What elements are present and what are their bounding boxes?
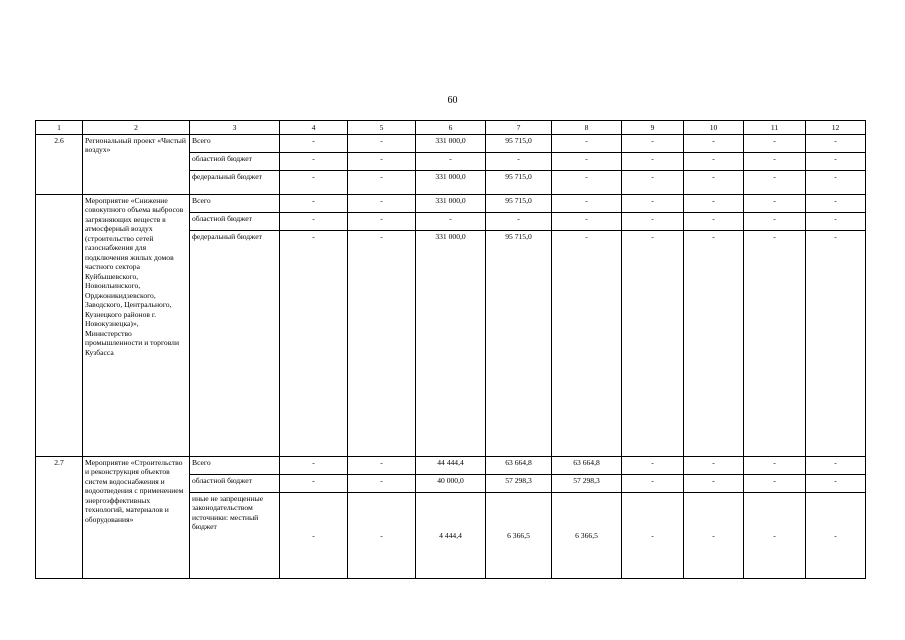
item-number: 2.6 (36, 135, 83, 195)
value-cell: - (348, 135, 416, 153)
value-cell: - (622, 135, 684, 153)
value-cell: - (622, 457, 684, 475)
value-cell: - (684, 475, 744, 493)
value-cell: 57 298,3 (486, 475, 552, 493)
value-cell: 6 366,5 (552, 493, 622, 579)
value-cell: - (622, 475, 684, 493)
value-cell: - (744, 153, 806, 171)
table-row (36, 195, 866, 213)
funding-source: Всего (190, 457, 280, 475)
value-cell: - (280, 475, 348, 493)
value-cell: 44 444,4 (416, 457, 486, 475)
value-cell: - (348, 457, 416, 475)
value-cell: - (280, 231, 348, 457)
item-number: 2.7 (36, 457, 83, 579)
item-name: Региональный проект «Чистый воздух» (83, 135, 190, 195)
value-cell: - (486, 153, 552, 171)
value-cell: - (744, 171, 806, 195)
value-cell: - (806, 213, 866, 231)
value-cell: - (622, 493, 684, 579)
value-cell: - (684, 153, 744, 171)
header-cell: 8 (552, 121, 622, 135)
table-row (36, 135, 866, 153)
value-cell: - (806, 171, 866, 195)
header-row (36, 121, 866, 135)
funding-source: областной бюджет (190, 153, 280, 171)
value-cell: - (684, 457, 744, 475)
value-cell: - (280, 135, 348, 153)
value-cell: - (280, 213, 348, 231)
header-cell: 4 (280, 121, 348, 135)
value-cell: - (744, 457, 806, 475)
value-cell: - (684, 195, 744, 213)
header-cell: 12 (806, 121, 866, 135)
header-cell: 10 (684, 121, 744, 135)
value-cell: - (280, 457, 348, 475)
header-cell: 9 (622, 121, 684, 135)
header-cell: 2 (83, 121, 190, 135)
value-cell: - (684, 213, 744, 231)
value-cell: - (622, 153, 684, 171)
funding-source: Всего (190, 195, 280, 213)
funding-source: иные не запрещенные законодательством источники: местный бюджет (190, 493, 280, 579)
value-cell: - (684, 135, 744, 153)
value-cell: - (280, 195, 348, 213)
funding-source: федеральный бюджет (190, 171, 280, 195)
value-cell: 6 366,5 (486, 493, 552, 579)
value-cell: - (348, 153, 416, 171)
value-cell: - (552, 171, 622, 195)
value-cell: - (486, 213, 552, 231)
value-cell: - (622, 213, 684, 231)
value-cell: - (348, 231, 416, 457)
header-cell: 6 (416, 121, 486, 135)
value-cell: - (806, 135, 866, 153)
value-cell: - (552, 153, 622, 171)
value-cell: - (744, 475, 806, 493)
budget-table (35, 120, 866, 579)
value-cell: - (280, 153, 348, 171)
value-cell: - (684, 493, 744, 579)
value-cell: 95 715,0 (486, 231, 552, 457)
item-name: Мероприятие «Строительство и реконструкция объектов систем водоснабжения и водоотведения с применением энергоэффективных технологий, материалов и оборудования» (83, 457, 190, 579)
value-cell: - (416, 153, 486, 171)
value-cell: 95 715,0 (486, 195, 552, 213)
value-cell: 4 444,4 (416, 493, 486, 579)
value-cell: 331 000,0 (416, 135, 486, 153)
value-cell: 331 000,0 (416, 171, 486, 195)
table-row (36, 457, 866, 475)
item-number (36, 195, 83, 457)
value-cell: - (806, 493, 866, 579)
item-name: Мероприятие «Снижение совокупного объема выбросов загрязняющих веществ в атмосферный воздух (строительство сетей газоснабжения для подключения жилых домов частного сектора Куйбышевского, Новоильинского, Орджоникидзевского, Заводского, Центрального, Кузнецкого районов г. Новокузнецка)», Министерство промышленности и торговли Кузбасса (83, 195, 190, 457)
value-cell: 40 000,0 (416, 475, 486, 493)
value-cell: - (744, 195, 806, 213)
value-cell: - (348, 171, 416, 195)
value-cell: - (744, 135, 806, 153)
header-cell: 5 (348, 121, 416, 135)
value-cell: - (622, 195, 684, 213)
value-cell: - (348, 493, 416, 579)
value-cell: - (348, 195, 416, 213)
header-cell: 1 (36, 121, 83, 135)
funding-source: областной бюджет (190, 213, 280, 231)
header-cell: 7 (486, 121, 552, 135)
value-cell: - (622, 231, 684, 457)
value-cell: - (806, 195, 866, 213)
funding-source: Всего (190, 135, 280, 153)
value-cell: - (552, 195, 622, 213)
value-cell: - (280, 493, 348, 579)
value-cell: - (744, 493, 806, 579)
value-cell: 95 715,0 (486, 135, 552, 153)
value-cell: - (806, 153, 866, 171)
value-cell: - (552, 231, 622, 457)
value-cell: - (348, 213, 416, 231)
value-cell: - (684, 231, 744, 457)
value-cell: 57 298,3 (552, 475, 622, 493)
value-cell: - (684, 171, 744, 195)
header-cell: 3 (190, 121, 280, 135)
value-cell: 95 715,0 (486, 171, 552, 195)
funding-source: федеральный бюджет (190, 231, 280, 457)
value-cell: - (744, 213, 806, 231)
value-cell: - (552, 213, 622, 231)
value-cell: - (744, 231, 806, 457)
value-cell: 63 664,8 (486, 457, 552, 475)
value-cell: 63 664,8 (552, 457, 622, 475)
page-number: 60 (447, 95, 458, 106)
funding-source: областной бюджет (190, 475, 280, 493)
value-cell: - (806, 475, 866, 493)
value-cell: - (552, 135, 622, 153)
value-cell: - (806, 457, 866, 475)
value-cell: 331 000,0 (416, 195, 486, 213)
value-cell: - (806, 231, 866, 457)
value-cell: - (280, 171, 348, 195)
header-cell: 11 (744, 121, 806, 135)
value-cell: 331 000,0 (416, 231, 486, 457)
value-cell: - (416, 213, 486, 231)
value-cell: - (348, 475, 416, 493)
value-cell: - (622, 171, 684, 195)
